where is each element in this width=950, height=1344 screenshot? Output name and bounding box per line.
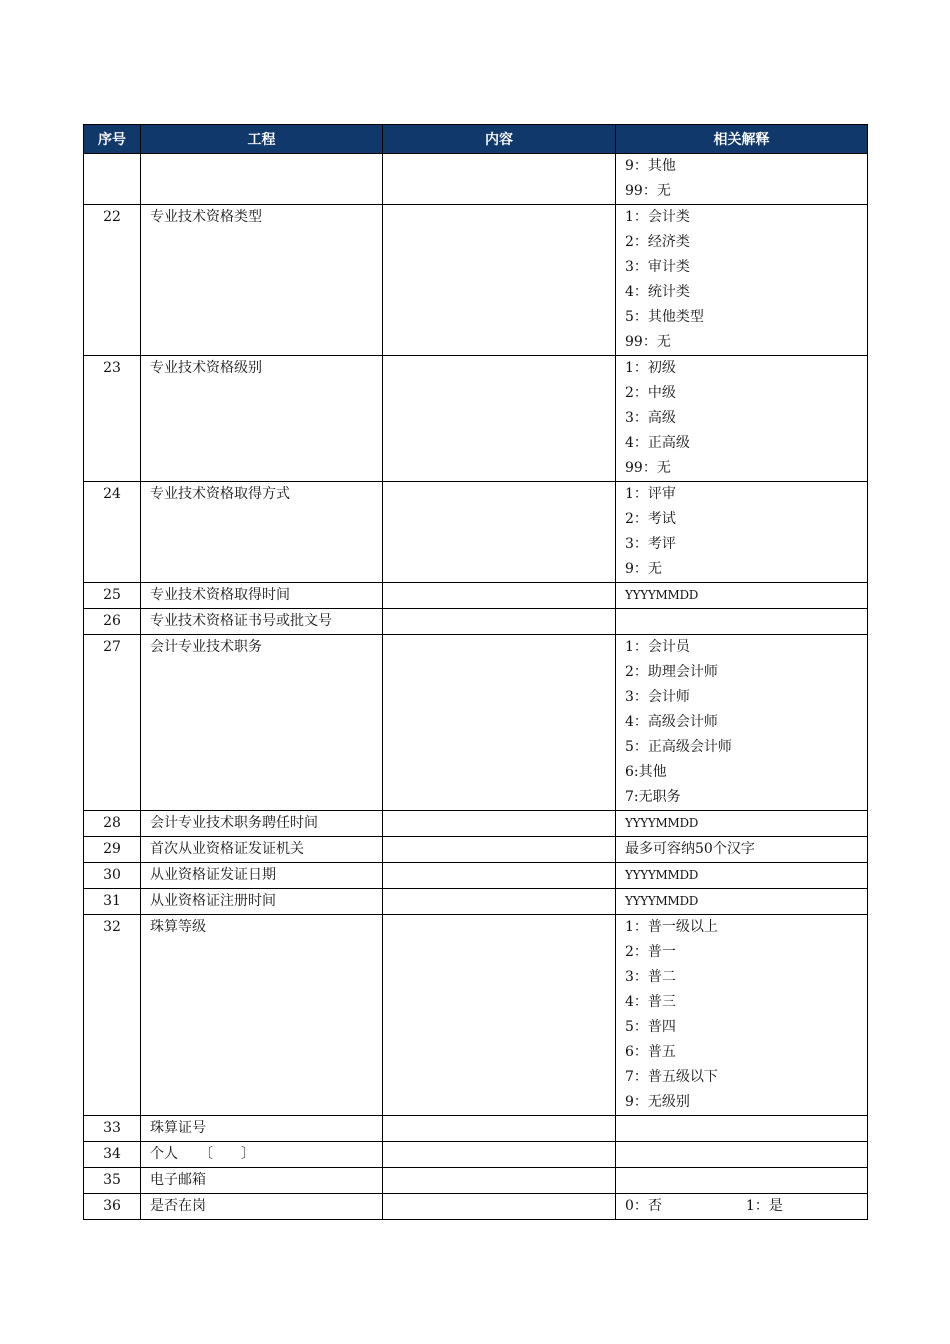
table-row	[84, 837, 868, 863]
row-index: 32	[84, 915, 141, 1116]
row-content-cell[interactable]	[383, 583, 616, 609]
row-index: 33	[84, 1116, 141, 1142]
table-row	[84, 915, 868, 1116]
explanation-line: 2：中级	[625, 385, 676, 401]
row-explanation	[616, 205, 868, 356]
row-explanation	[616, 889, 868, 915]
row-content-cell[interactable]	[383, 863, 616, 889]
table-row	[84, 482, 868, 583]
explanation-line: 5：普四	[625, 1019, 676, 1035]
row-index: 24	[84, 482, 141, 583]
table-row	[84, 356, 868, 482]
row-content-cell[interactable]	[383, 482, 616, 583]
explanation-line: 99：无	[625, 183, 671, 199]
row-content-cell[interactable]	[383, 1168, 616, 1194]
row-content-cell[interactable]	[383, 1116, 616, 1142]
explanation-line: YYYYMMDD	[625, 894, 699, 908]
explanation-line: 3：普二	[625, 969, 676, 985]
explanation-line: 1：评审	[625, 486, 676, 502]
header-index: 序号	[84, 125, 141, 154]
explanation-line: YYYYMMDD	[625, 816, 699, 830]
table-row	[84, 583, 868, 609]
row-item: 从业资格证注册时间	[141, 889, 383, 915]
row-item: 个人 〔 〕	[141, 1142, 383, 1168]
row-content-cell[interactable]	[383, 915, 616, 1116]
table-row	[84, 1194, 868, 1220]
explanation-line: 7：普五级以下	[625, 1069, 718, 1085]
explanation-line: 2：经济类	[625, 234, 690, 250]
table-row	[84, 863, 868, 889]
row-item: 专业技术资格级别	[141, 356, 383, 482]
header-explanation: 相关解释	[616, 125, 868, 154]
explanation-line: 4：普三	[625, 994, 676, 1010]
row-index: 28	[84, 811, 141, 837]
row-index: 36	[84, 1194, 141, 1220]
row-item: 专业技术资格类型	[141, 205, 383, 356]
row-item: 专业技术资格取得时间	[141, 583, 383, 609]
row-item: 从业资格证发证日期	[141, 863, 383, 889]
explanation-line: 99：无	[625, 334, 671, 350]
row-explanation	[616, 915, 868, 1116]
row-explanation	[616, 583, 868, 609]
row-explanation	[616, 1194, 868, 1220]
row-index: 22	[84, 205, 141, 356]
table-row	[84, 811, 868, 837]
row-index: 35	[84, 1168, 141, 1194]
table-row	[84, 609, 868, 635]
row-item	[141, 154, 383, 205]
row-content-cell[interactable]	[383, 889, 616, 915]
row-item: 珠算证号	[141, 1116, 383, 1142]
row-content-cell[interactable]	[383, 205, 616, 356]
row-index: 30	[84, 863, 141, 889]
explanation-line: 3：高级	[625, 410, 676, 426]
explanation-line: 1：初级	[625, 360, 676, 376]
explanation-line	[625, 1142, 867, 1167]
explanation-line: 2：助理会计师	[625, 664, 718, 680]
explanation-line: 1：会计员	[625, 639, 690, 655]
table-row	[84, 889, 868, 915]
explanation-line: 1：普一级以上	[625, 919, 718, 935]
explanation-line: 9：无	[625, 561, 662, 577]
row-content-cell[interactable]	[383, 837, 616, 863]
header-content: 内容	[383, 125, 616, 154]
row-index	[84, 154, 141, 205]
row-item: 专业技术资格取得方式	[141, 482, 383, 583]
row-content-cell[interactable]	[383, 635, 616, 811]
explanation-line: 3：审计类	[625, 259, 690, 275]
row-content-cell[interactable]	[383, 811, 616, 837]
explanation-line: 0：否 1：是	[625, 1198, 783, 1214]
explanation-line: 1：会计类	[625, 209, 690, 225]
explanation-line: 3：会计师	[625, 689, 690, 705]
explanation-line: 4：高级会计师	[625, 714, 718, 730]
explanation-line: 9：其他	[625, 158, 676, 174]
row-content-cell[interactable]	[383, 1142, 616, 1168]
explanation-line: 9：无级别	[625, 1094, 690, 1110]
explanation-line: 5：其他类型	[625, 309, 704, 325]
explanation-line: 99：无	[625, 460, 671, 476]
explanation-line	[625, 1168, 867, 1193]
row-content-cell[interactable]	[383, 154, 616, 205]
explanation-line	[625, 1116, 867, 1141]
explanation-line: 4：统计类	[625, 284, 690, 300]
row-explanation	[616, 154, 868, 205]
row-item: 专业技术资格证书号或批文号	[141, 609, 383, 635]
row-explanation	[616, 635, 868, 811]
table-row	[84, 154, 868, 205]
row-index: 26	[84, 609, 141, 635]
explanation-line: 7:无职务	[625, 789, 681, 805]
explanation-line	[625, 609, 867, 634]
row-explanation	[616, 356, 868, 482]
header-row	[84, 125, 868, 154]
row-explanation	[616, 1142, 868, 1168]
row-content-cell[interactable]	[383, 609, 616, 635]
row-content-cell[interactable]	[383, 1194, 616, 1220]
data-table	[83, 124, 868, 1220]
explanation-line: 2：普一	[625, 944, 676, 960]
row-content-cell[interactable]	[383, 356, 616, 482]
row-index: 23	[84, 356, 141, 482]
row-item: 会计专业技术职务	[141, 635, 383, 811]
explanation-line: 6:其他	[625, 764, 667, 780]
row-index: 31	[84, 889, 141, 915]
table-row	[84, 1168, 868, 1194]
row-explanation	[616, 1116, 868, 1142]
row-item: 电子邮箱	[141, 1168, 383, 1194]
row-explanation	[616, 811, 868, 837]
row-item: 是否在岗	[141, 1194, 383, 1220]
explanation-line: 6：普五	[625, 1044, 676, 1060]
table-row	[84, 1142, 868, 1168]
explanation-line: 5：正高级会计师	[625, 739, 732, 755]
explanation-line: YYYYMMDD	[625, 588, 699, 602]
row-item: 会计专业技术职务聘任时间	[141, 811, 383, 837]
row-index: 29	[84, 837, 141, 863]
explanation-line: 4：正高级	[625, 435, 690, 451]
table-row	[84, 205, 868, 356]
header-item: 工程	[141, 125, 383, 154]
row-item: 珠算等级	[141, 915, 383, 1116]
row-explanation	[616, 1168, 868, 1194]
row-item: 首次从业资格证发证机关	[141, 837, 383, 863]
explanation-line: 2：考试	[625, 511, 676, 527]
explanation-line: 最多可容纳50个汉字	[625, 841, 755, 857]
row-explanation	[616, 482, 868, 583]
table-row	[84, 635, 868, 811]
row-explanation	[616, 863, 868, 889]
row-index: 25	[84, 583, 141, 609]
table-row	[84, 1116, 868, 1142]
explanation-line: YYYYMMDD	[625, 868, 699, 882]
row-explanation	[616, 609, 868, 635]
explanation-line: 3：考评	[625, 536, 676, 552]
row-explanation	[616, 837, 868, 863]
row-index: 27	[84, 635, 141, 811]
row-index: 34	[84, 1142, 141, 1168]
